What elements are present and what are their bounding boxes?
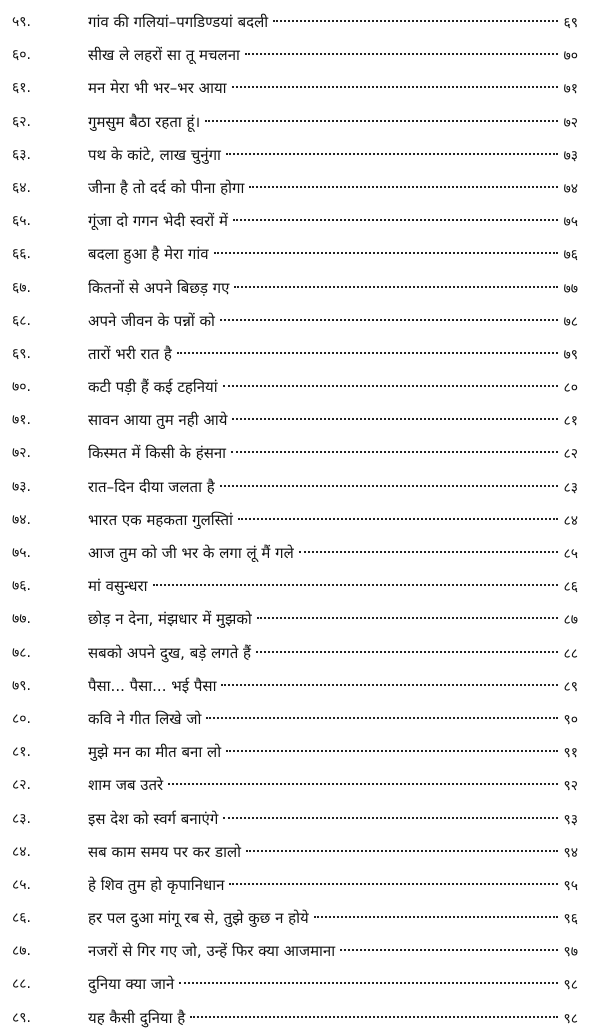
toc-entry[interactable] [0,172,600,205]
toc-entry[interactable] [0,803,600,836]
dot-leader [340,949,558,951]
entry-number: ७९. [12,677,32,694]
entry-title: हे शिव तुम हो कृपानिधान [88,875,225,894]
dot-leader [223,385,559,387]
table-of-contents [0,6,600,1035]
dot-leader [245,53,559,55]
toc-entry[interactable] [0,305,600,338]
dot-leader [220,485,559,487]
dot-leader [233,219,559,221]
entry-title: हर पल दुआ मांगू रब से, तुझे कुछ न होये [88,909,309,928]
entry-number: ७६. [12,578,32,595]
entry-number: ६८. [12,312,32,329]
toc-entry[interactable] [0,537,600,570]
entry-number: ८५. [12,876,32,893]
entry-page: ९८ [563,977,578,994]
entry-page: ७३ [563,147,578,164]
entry-number: ७५. [12,545,32,561]
entry-number: ८०. [12,710,32,727]
dot-leader [190,1016,558,1018]
toc-entry[interactable] [0,902,600,935]
toc-entry[interactable] [0,272,600,305]
toc-entry[interactable] [0,1002,600,1035]
entry-page: ९७ [563,944,578,961]
entry-page: ७१ [563,81,578,98]
entry-page: ८१ [563,413,578,430]
entry-number: ७७. [12,611,32,628]
dot-leader [273,20,558,22]
entry-page: ९२ [563,778,578,795]
entry-title: सबको अपने दुख, बड़े लगते हैं [88,643,251,662]
dot-leader [256,651,558,653]
entry-number: ६१. [12,80,32,97]
entry-title: गांव की गलियां–पगडिण्डयां बदली [88,13,269,31]
entry-title: मन मेरा भी भर–भर आया [88,79,227,98]
dot-leader [246,850,558,852]
dot-leader [226,750,558,752]
entry-page: ९८ [563,1010,578,1027]
entry-title: यह कैसी दुनिया है [88,1008,186,1027]
entry-title: सीख ले लहरों सा तू मचलना [88,46,240,65]
entry-number: ८६. [12,910,32,927]
toc-entry[interactable] [0,570,600,603]
dot-leader [314,916,559,918]
entry-number: ८२. [12,777,32,794]
entry-page: ९१ [563,745,578,762]
entry-number: ६०. [12,47,32,64]
dot-leader [205,120,558,122]
entry-number: ६९. [12,345,32,362]
toc-entry[interactable] [0,968,600,1001]
entry-page: ८२ [563,446,578,463]
entry-page: ८३ [563,479,578,496]
entry-number: ८८. [12,976,32,993]
dot-leader [226,153,559,155]
dot-leader [234,286,558,288]
entry-title: मुझे मन का मीत बना लो [88,743,222,762]
toc-entry[interactable] [0,39,600,72]
entry-number: ८४. [12,843,32,860]
dot-leader [238,518,559,520]
entry-page: ८४ [563,512,578,529]
entry-page: ९४ [563,844,578,861]
entry-number: ५९. [12,14,32,30]
toc-entry[interactable] [0,670,600,703]
entry-title: अपने जीवन के पन्नों को [88,311,215,330]
toc-entry[interactable] [0,404,600,437]
dot-leader [232,86,559,88]
entry-page: ७६ [563,247,578,264]
entry-number: ८३. [12,810,32,827]
entry-title: आज तुम को जी भर के लगा लूं मैं गले [88,544,294,562]
entry-title: शाम जब उतरे [88,776,164,795]
entry-title: छोड़ न देना, मंझधार में मुझको [88,610,252,629]
entry-title: भारत एक महकता गुलस्तिां [88,510,233,529]
entry-page: ७२ [563,114,578,131]
toc-entry[interactable] [0,371,600,404]
entry-number: ६४. [12,179,32,196]
toc-entry[interactable] [0,703,600,736]
entry-number: ६७. [12,279,32,296]
entry-title: तारों भरी रात है [88,344,172,363]
entry-page: ६९ [563,15,578,31]
entry-title: रात–दिन दीया जलता है [88,477,215,496]
entry-title: सब काम समय पर कर डालो [88,842,242,861]
entry-page: ८० [563,380,578,397]
toc-entry[interactable] [0,736,600,769]
entry-page: ७८ [563,313,578,330]
dot-leader [168,783,558,785]
toc-entry[interactable] [0,437,600,470]
entry-title: पथ के कांटे, लाख चुनुंगा [88,145,221,164]
dot-leader [206,717,558,719]
entry-title: कितनों से अपने बिछड़ गए [88,278,230,297]
entry-page: ९० [563,711,578,728]
entry-title: किस्मत में किसी के हंसना [88,444,227,463]
dot-leader [179,982,558,984]
toc-entry[interactable] [0,338,600,371]
entry-title: सावन आया तुम नही आये [88,411,228,430]
entry-number: ६२. [12,113,32,130]
entry-title: गुमसुम बैठा रहता हूं। [88,112,201,131]
entry-title: मां वसुन्धरा [88,577,148,596]
dot-leader [249,186,558,188]
dot-leader [221,684,558,686]
toc-entry[interactable] [0,836,600,869]
entry-page: ७७ [563,280,578,297]
entry-number: ७२. [12,445,32,462]
entry-page: ७५ [563,214,578,231]
entry-page: ९५ [563,877,578,894]
toc-entry[interactable] [0,238,600,271]
toc-entry[interactable] [0,72,600,105]
dot-leader [223,817,558,819]
toc-entry[interactable] [0,106,600,139]
toc-entry[interactable] [0,139,600,172]
entry-page: ९३ [563,811,578,828]
toc-entry[interactable] [0,869,600,902]
toc-entry[interactable] [0,769,600,802]
entry-title: बदला हुआ है मेरा गांव [88,245,209,264]
entry-page: ७९ [563,346,578,363]
dot-leader [231,451,558,453]
entry-number: ६५. [12,213,32,230]
entry-title: नजरों से गिर गए जो, उन्हें फिर क्या आजमाना [88,942,336,961]
dot-leader [232,418,558,420]
entry-number: ८७. [12,943,32,960]
entry-number: ७०. [12,379,32,396]
dot-leader [257,617,559,619]
entry-number: ६६. [12,246,32,263]
toc-entry[interactable] [0,603,600,636]
entry-number: ७८. [12,644,32,661]
toc-entry[interactable] [0,205,600,238]
dot-leader [177,352,559,354]
entry-title: कटी पड़ी हैं कई टहनियां [88,378,218,397]
toc-entry[interactable] [0,6,600,39]
dot-leader [220,319,558,321]
entry-title: पैसा... पैसा... भई पैसा [88,676,217,695]
entry-number: ६३. [12,146,32,163]
entry-title: दुनिया क्या जाने [88,975,175,994]
entry-title: गूंजा दो गगन भेदी स्वरों में [88,212,228,231]
entry-title: जीना है तो दर्द को पीना होगा [88,178,245,197]
entry-page: ८६ [563,579,578,596]
entry-page: ८८ [563,645,578,662]
dot-leader [214,252,559,254]
entry-number: ८१. [12,744,32,761]
entry-number: ७१. [12,412,32,429]
entry-page: ७४ [563,180,578,197]
entry-page: ७० [563,48,578,65]
entry-title: इस देश को स्वर्ग बनाएंगे [88,809,219,828]
toc-entry[interactable] [0,471,600,504]
entry-number: ८९. [12,1009,32,1026]
entry-number: ७३. [12,478,32,495]
dot-leader [153,584,559,586]
toc-entry[interactable] [0,504,600,537]
dot-leader [229,883,558,885]
dot-leader [299,551,559,553]
toc-entry[interactable] [0,637,600,670]
toc-entry[interactable] [0,935,600,968]
entry-page: ८५ [563,546,578,562]
entry-page: ८९ [563,678,578,695]
entry-number: ७४. [12,511,32,528]
entry-page: ९६ [563,911,578,928]
entry-title: कवि ने गीत लिखे जो [88,709,202,728]
entry-page: ८७ [563,612,578,629]
